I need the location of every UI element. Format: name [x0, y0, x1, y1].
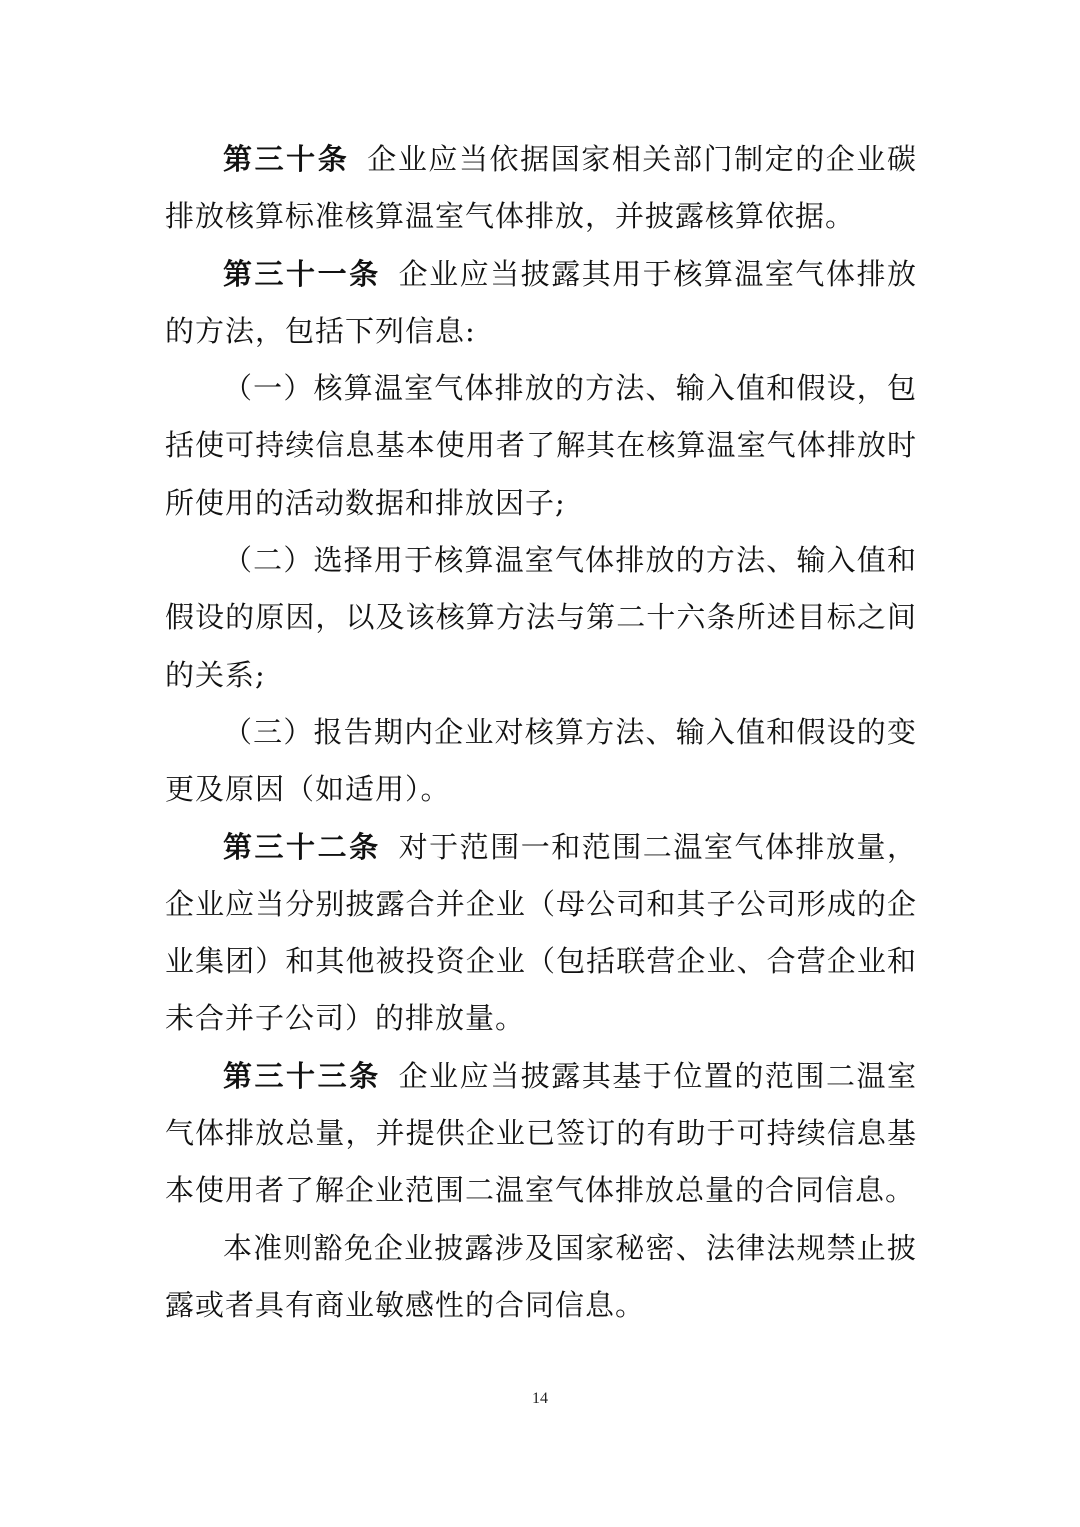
article-title: 第三十条 [223, 142, 350, 176]
paragraph-text: 企业应当披露其基于位置的范围二温室气体排放总量，并提供企业已签订的有助于可持续信息基本使用者了解企业范围二温室气体排放总量的合同信息。 [165, 1058, 917, 1208]
paragraph-text: （二）选择用于核算温室气体排放的方法、输入值和假设的原因，以及该核算方法与第二十六条所述目标之间的关系; [165, 543, 917, 692]
paragraph-item-1 [165, 360, 917, 532]
paragraph-text: 企业应当披露其用于核算温室气体排放的方法，包括下列信息: [165, 256, 917, 348]
paragraph-text: 企业应当依据国家相关部门制定的企业碳排放核算标准核算温室气体排放，并披露核算依据。 [165, 142, 917, 234]
paragraph-text: 本准则豁免企业披露涉及国家秘密、法律法规禁止披露或者具有商业敏感性的合同信息。 [165, 1230, 917, 1322]
paragraph-article-33 [165, 1048, 917, 1220]
paragraph-article-31 [165, 246, 917, 361]
document-body [165, 131, 917, 1334]
paragraph-article-30 [165, 131, 917, 246]
page-number: 14 [532, 1390, 548, 1407]
paragraph-item-2 [165, 532, 917, 704]
paragraph-exemption [165, 1220, 917, 1335]
article-title: 第三十三条 [223, 1058, 381, 1093]
paragraph-text: 对于范围一和范围二温室气体排放量，企业应当分别披露合并企业（母公司和其子公司形成的企业集团）和其他被投资企业（包括联营企业、合营企业和未合并子公司）的排放量。 [165, 829, 917, 1036]
paragraph-article-32 [165, 819, 917, 1048]
paragraph-text: （一）核算温室气体排放的方法、输入值和假设，包括使可持续信息基本使用者了解其在核算温室气体排放时所使用的活动数据和排放因子; [165, 371, 917, 520]
paragraph-item-3 [165, 704, 917, 819]
article-title: 第三十二条 [223, 829, 381, 864]
article-title: 第三十一条 [223, 256, 381, 291]
paragraph-text: （三）报告期内企业对核算方法、输入值和假设的变更及原因（如适用）。 [165, 714, 917, 807]
